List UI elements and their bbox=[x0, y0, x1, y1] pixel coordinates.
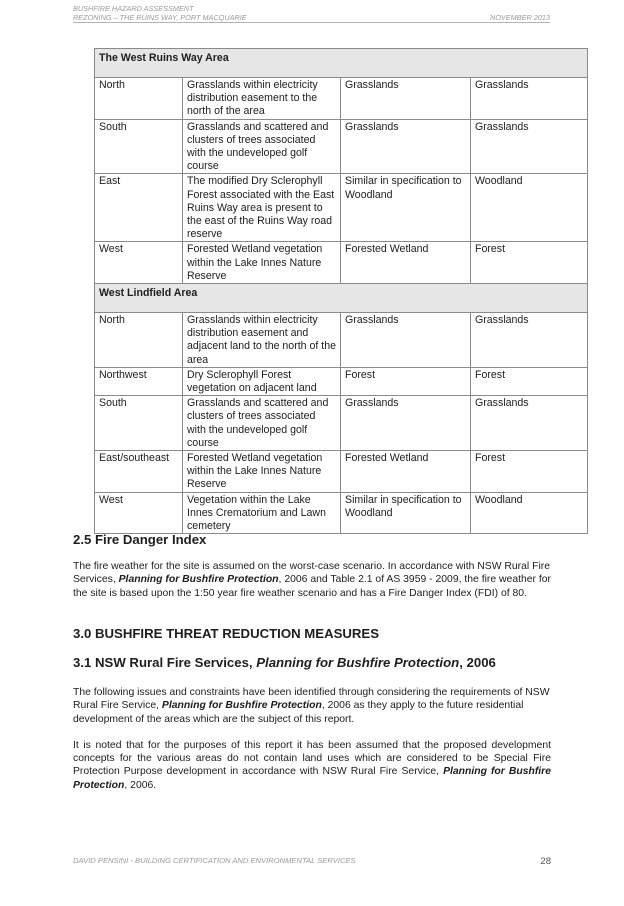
page-header bbox=[73, 5, 550, 22]
publication-title: Planning for Bushfire Protection bbox=[161, 700, 322, 712]
cell-type: Grasslands bbox=[471, 78, 588, 120]
text-run: The following issues and constraints have been identified through considering the requirements of NSW Rural Fire Service, bbox=[73, 687, 550, 712]
vegetation-table bbox=[94, 48, 588, 534]
publication-title: Planning for Bushfire Protection bbox=[118, 574, 279, 586]
table-row bbox=[95, 492, 588, 534]
text-run: 3.1 NSW Rural Fire Services, bbox=[73, 655, 257, 670]
header-divider bbox=[73, 22, 550, 23]
cell-aspect: West bbox=[95, 492, 183, 534]
cell-aspect: East bbox=[95, 174, 183, 242]
cell-type: Forest bbox=[471, 451, 588, 493]
cell-type: Woodland bbox=[471, 174, 588, 242]
cell-type: Grasslands bbox=[471, 396, 588, 451]
cell-classification: Forested Wetland bbox=[341, 242, 471, 284]
table-row bbox=[95, 242, 588, 284]
cell-aspect: South bbox=[95, 396, 183, 451]
cell-aspect: North bbox=[95, 78, 183, 120]
cell-type: Grasslands bbox=[471, 313, 588, 368]
cell-vegetation: The modified Dry Sclerophyll Forest associated with the East Ruins Way area is present to the east of the Ruins Way road reserve bbox=[183, 174, 341, 242]
cell-vegetation: Dry Sclerophyll Forest vegetation on adjacent land bbox=[183, 367, 341, 395]
section-heading: 3.0 BUSHFIRE THREAT REDUCTION MEASURES bbox=[73, 626, 380, 641]
table-row bbox=[95, 174, 588, 242]
table-row bbox=[95, 367, 588, 395]
table-row bbox=[95, 396, 588, 451]
page-footer bbox=[73, 856, 551, 865]
text-run: , 2006 and Table 2.1 of AS 3959 - 2009, the fire weather for the site is based upon the 1:50 year fire weather scenario and has a Fire Danger Index (FDI) of 80. bbox=[73, 574, 552, 599]
cell-aspect: South bbox=[95, 119, 183, 174]
cell-classification: Grasslands bbox=[341, 119, 471, 174]
cell-vegetation: Forested Wetland vegetation within the Lake Innes Nature Reserve bbox=[183, 451, 341, 493]
cell-classification: Grasslands bbox=[341, 78, 471, 120]
cell-aspect: North bbox=[95, 313, 183, 368]
cell-type: Forest bbox=[471, 367, 588, 395]
footer-text: DAVID PENSINI - BUILDING CERTIFICATION AND ENVIRONMENTAL SERVICES bbox=[73, 856, 356, 865]
header-subtitle: REZONING – THE RUINS WAY, PORT MACQUARIE bbox=[73, 12, 247, 22]
text-run: , 2006. bbox=[124, 779, 157, 791]
cell-vegetation: Grasslands and scattered and clusters of trees associated with the undeveloped golf course bbox=[183, 396, 341, 451]
section-heading bbox=[73, 655, 551, 671]
cell-classification: Similar in specification to Woodland bbox=[341, 492, 471, 534]
publication-title: Planning for Bushfire Protection bbox=[256, 655, 460, 670]
cell-type: Grasslands bbox=[471, 119, 588, 174]
table-row bbox=[95, 119, 588, 174]
section-title: The West Ruins Way Area bbox=[95, 49, 588, 78]
cell-classification: Similar in specification to Woodland bbox=[341, 174, 471, 242]
text-run: , 2006 bbox=[459, 655, 496, 670]
cell-vegetation: Grasslands within electricity distribution easement and adjacent land to the north of the area bbox=[183, 313, 341, 368]
header-title: BUSHFIRE HAZARD ASSESSMENT bbox=[73, 4, 194, 13]
cell-vegetation: Vegetation within the Lake Innes Crematorium and Lawn cemetery bbox=[183, 492, 341, 534]
section-2-5 bbox=[73, 532, 551, 600]
section-3-1 bbox=[73, 655, 551, 792]
table-row bbox=[95, 78, 588, 120]
table-section-row bbox=[95, 49, 588, 78]
cell-classification: Grasslands bbox=[341, 396, 471, 451]
cell-vegetation: Forested Wetland vegetation within the Lake Innes Nature Reserve bbox=[183, 242, 341, 284]
cell-aspect: West bbox=[95, 242, 183, 284]
fdi-paragraph bbox=[73, 560, 551, 600]
assumption-paragraph bbox=[73, 739, 551, 792]
cell-vegetation: Grasslands and scattered and clusters of trees associated with the undeveloped golf course bbox=[183, 119, 341, 174]
cell-type: Forest bbox=[471, 242, 588, 284]
cell-classification: Grasslands bbox=[341, 313, 471, 368]
section-3-0 bbox=[73, 626, 551, 642]
cell-aspect: East/southeast bbox=[95, 451, 183, 493]
cell-vegetation: Grasslands within electricity distribution easement to the north of the area bbox=[183, 78, 341, 120]
cell-aspect: Northwest bbox=[95, 367, 183, 395]
text-run: , 2006 as they apply to the future residential development of the areas which are the subject of this report. bbox=[73, 700, 524, 725]
cell-classification: Forest bbox=[341, 367, 471, 395]
header-date: NOVEMBER 2013 bbox=[489, 12, 550, 22]
issues-paragraph bbox=[73, 686, 551, 726]
section-title: West Lindfield Area bbox=[95, 284, 588, 313]
publication-title: Planning for Bushfire Protection bbox=[73, 766, 551, 791]
table-section-row bbox=[95, 284, 588, 313]
section-heading: 2.5 Fire Danger Index bbox=[73, 532, 207, 547]
page-number: 28 bbox=[540, 856, 551, 867]
cell-type: Woodland bbox=[471, 492, 588, 534]
vegetation-table-body bbox=[95, 49, 588, 534]
cell-classification: Forested Wetland bbox=[341, 451, 471, 493]
table-row bbox=[95, 451, 588, 493]
text-run: It is noted that for the purposes of this report it has been assumed that the proposed development concepts for the various areas do not contain land uses which are considered to be Special Fire Protection Purpose development in accordance with NSW Rural Fire Service, bbox=[73, 739, 551, 778]
table-row bbox=[95, 313, 588, 368]
text-run: The fire weather for the site is assumed on the worst-case scenario. In accordance with NSW Rural Fire Services, bbox=[73, 561, 551, 586]
